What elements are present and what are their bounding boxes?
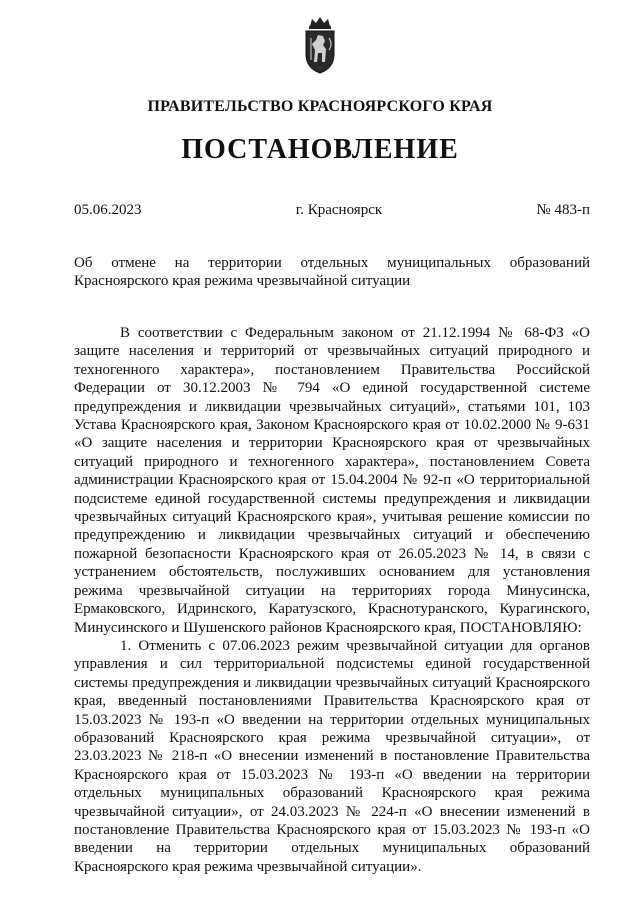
item-1-paragraph: 1. Отменить с 07.06.2023 режим чрезвычайной ситуации для органов управления и сил территориальной подсистемы единой государственной системы предупреждения и ликвидации чрезвычайных ситуаций Красноярского края, введенный постановлениями Правительства Красноярского края от 15.03.2023 № 193-п «О введении на территории отдельных муниципальных образований Красноярского края режима чрезвычайной ситуации», от 23.03.2023 № 218-п «О внесении изменений в постановление Правительства Красноярского края от 15.03.2023 № 193-п «О введении на территории отдельных муниципальных образований Красноярского края режима чрезвычайной ситуации», от 24.03.2023 № 224-п «О внесении изменений в постановление Правительства Красноярского края от 15.03.2023 № 193-п «О введении на территории отдельных муниципальных образований Красноярского края режима чрезвычайной ситуации». xyxy=(74,637,590,875)
document-date: 05.06.2023 xyxy=(74,202,142,218)
document-body xyxy=(74,324,590,876)
government-title: ПРАВИТЕЛЬСТВО КРАСНОЯРСКОГО КРАЯ xyxy=(147,98,493,115)
document-subject: Об отмене на территории отдельных муниципальных образований Красноярского края режима чрезвычайной ситуации xyxy=(74,255,590,289)
document-city: г. Красноярск xyxy=(295,202,383,218)
krasnoyarsk-coat-of-arms-icon xyxy=(298,16,342,76)
preamble-paragraph: В соответствии с Федеральным законом от 21.12.1994 № 68-ФЗ «О защите населения и территорий от чрезвычайных ситуаций природного и техногенного характера», постановлением Правительства Российской Федерации от 30.12.2003 № 794 «О единой государственной системе предупреждения и ликвидации чрезвычайных ситуаций», статьями 101, 103 Устава Красноярского края, Законом Красноярского края от 10.02.2000 № 9-631 «О защите населения и территории Красноярского края от чрезвычайных ситуаций природного и техногенного характера», постановлением Совета администрации Красноярского края от 15.04.2004 № 92-п «О территориальной подсистеме единой государственной системы предупреждения и ликвидации чрезвычайных ситуаций Красноярского края», учитывая решение комиссии по предупреждению и ликвидации чрезвычайных ситуаций и обеспечению пожарной безопасности Красноярского края от 26.05.2023 № 14, в связи с устранением обстоятельств, послуживших основанием для установления режима чрезвычайной ситуации на территориях города Минусинска, Ермаковского, Идринского, Каратузского, Краснотуранского, Курагинского, Минусинского и Шушенского районов Красноярского края, ПОСТАНОВЛЯЮ: xyxy=(74,325,590,636)
document-type-title: ПОСТАНОВЛЕНИЕ xyxy=(181,134,459,165)
document-number: № 483-п xyxy=(536,202,590,218)
document-meta xyxy=(74,202,590,219)
